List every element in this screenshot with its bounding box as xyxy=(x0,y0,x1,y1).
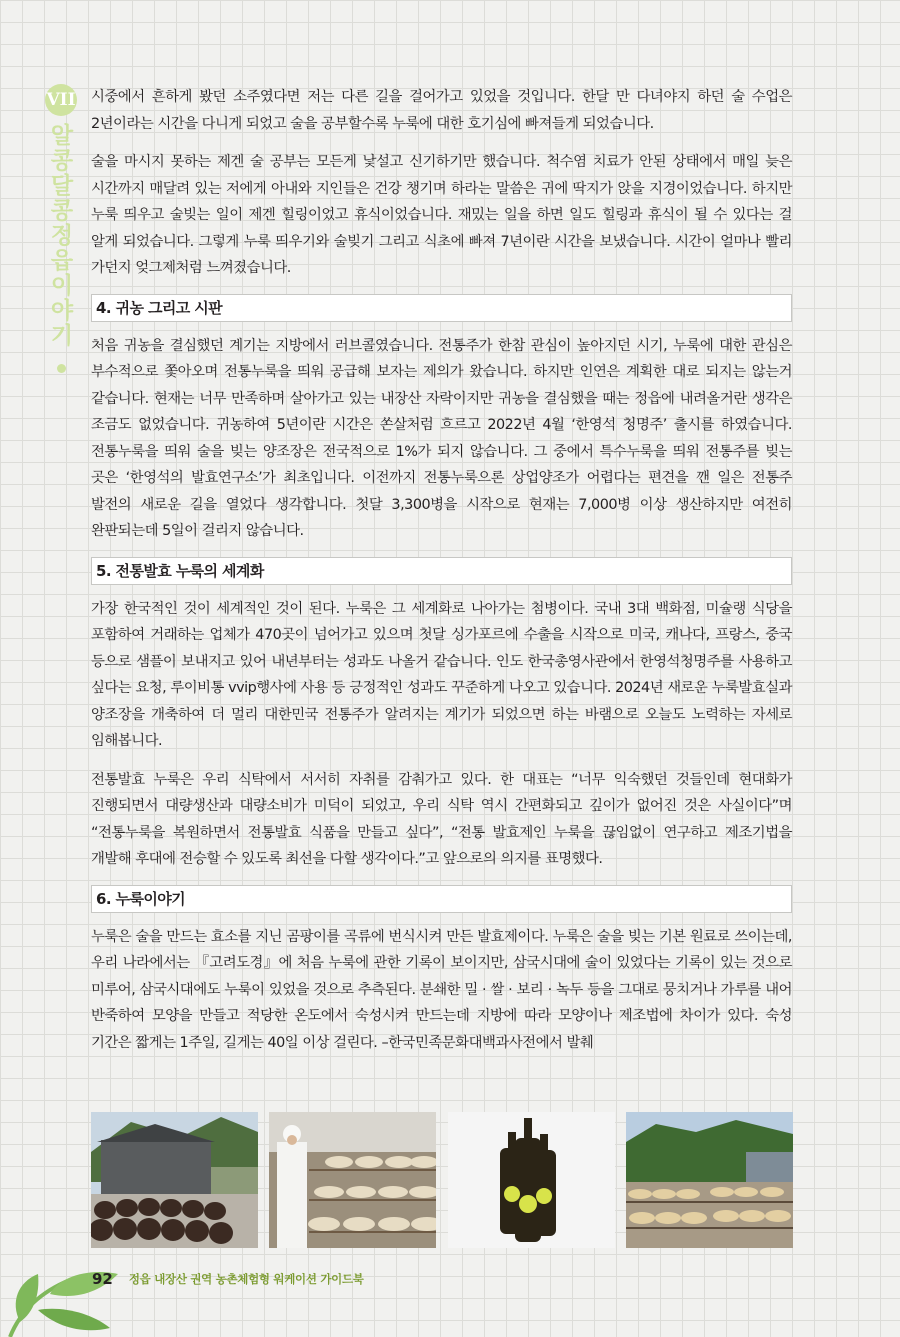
photo-nuruk-outdoor-racks xyxy=(626,1112,793,1248)
intro-paragraph-1: 시중에서 흔하게 봤던 소주였다면 저는 다른 길을 걸어가고 있었을 것입니다. 한달 만 다녀야지 하던 술 수업은 2년이라는 시간을 다니게 되었고 술을 공부할수록 누룩에 대한 호기심에 빠져들게 되었습니다. xyxy=(91,89,792,132)
book-title: 정읍 내장산 권역 농촌체험형 워케이션 가이드북 xyxy=(128,1272,364,1286)
page-footer xyxy=(92,1270,364,1288)
chapter-title: 알콩달콩 정읍 이야기 xyxy=(50,123,74,349)
page-number: 92 xyxy=(92,1270,113,1288)
article-body xyxy=(91,84,792,1068)
intro-paragraph-2: 술을 마시지 못하는 제겐 술 공부는 모든게 낯설고 신기하기만 했습니다. 척수염 치료가 안된 상태에서 매일 늦은 시간까지 매달려 있는 저에게 아내와 지인들은 건강 챙기며 하라는 말씀은 귀에 딱지가 앉을 지경이었습니다. 하지만 누룩 띄우고 술빚는 일이 제겐 힐링이었고 휴식이었습니다. 재밌는 일을 하면 일도 힐링과 휴식이 될 수 있다는 걸 알게 되었습니다. 그렇게 누룩 띄우기와 술빚기 그리고 식초에 빠져 7년이란 시간을 보냈습니다. 시간이 얼마나 빨리 가던지 엊그제처럼 느껴졌습니다. xyxy=(91,154,792,276)
section-4-heading xyxy=(91,294,792,322)
photo-nuruk-drying-worker xyxy=(269,1112,436,1248)
section-4-heading-text: 4. 귀농 그리고 시판 xyxy=(96,299,223,317)
section-5-heading-text: 5. 전통발효 누룩의 세계화 xyxy=(96,562,264,580)
section-6-heading-text: 6. 누룩이야기 xyxy=(96,890,186,908)
photo-brewery-jars xyxy=(91,1112,258,1248)
section-6-heading xyxy=(91,885,792,913)
section-5-paragraph-1: 가장 한국적인 것이 세계적인 것이 된다. 누룩은 그 세계화로 나아가는 첨병이다. 국내 3대 백화점, 미슐랭 식당을 포함하여 거래하는 업체가 470곳이 넘어가고 있으며 첫달 싱가포르에 수출을 시작으로 미국, 캐나다, 프랑스, 중국 등으로 샘플이 보내지고 있어 내년부터는 성과도 나올거 같습니다. 인도 한국총영사관에서 한영석청명주를 사용하고 싶다는 요청, 루이비통 vvip행사에 사용 등 긍정적인 성과도 꾸준하게 나오고 있습니다. 2024년 새로운 누룩발효실과 양조장을 개축하여 더 멀리 대한민국 전통주가 알려지는 계기가 되었으면 하는 바램으로 오늘도 노력하는 자세로 임해봅니다. xyxy=(91,600,792,749)
section-6-paragraph-1: 누룩은 술을 만드는 효소를 지닌 곰팡이를 곡류에 번식시켜 만든 발효제이다. 누룩은 술을 빚는 기본 원료로 쓰이는데, 우리 나라에서는 『고려도경』에 처음 누룩에 관한 기록이 보이지만, 삼국시대에 술이 있었다는 기록이 있는 것으로 미루어, 삼국시대에도 누룩이 있었을 것으로 추측된다. 분쇄한 밀 · 쌀 · 보리 · 녹두 등을 그대로 뭉치거나 가루를 내어 반죽하여 모양을 만들고 적당한 온도에서 숙성시켜 만드는데 지방에 따라 모양이나 제조법에 차이가 있다. 숙성 기간은 짧게는 1주일, 길게는 40일 이상 걸린다. –한국민족문화대백과사전에서 발췌 xyxy=(91,928,792,1051)
section-5-paragraph-2: 전통발효 누룩은 우리 식탁에서 서서히 자취를 감춰가고 있다. 한 대표는 “너무 익숙했던 것들인데 현대화가 진행되면서 대량생산과 대량소비가 미덕이 되었고, 우리 식탁 역시 간편화되고 깊이가 없어진 것은 사실이다”며 “전통누룩을 복원하면서 전통발효 식품을 만들고 싶다”, “전통 발효제인 누룩을 끊임없이 연구하고 제조기법을 개발해 후대에 전승할 수 있도록 최선을 다할 생각이다.”고 앞으로의 의지를 표명했다. xyxy=(91,771,792,867)
chapter-badge: VII xyxy=(45,84,77,116)
section-5-heading xyxy=(91,557,792,585)
section-4-paragraph-1: 처음 귀농을 결심했던 계기는 지방에서 러브콜였습니다. 전통주가 한참 관심이 높아지던 시기, 누룩에 대한 관심은 부수적으로 쫓아오며 전통누룩을 띄워 공급해 보자는 제의가 왔습니다. 하지만 인연은 계획한 대로 되지는 않는거 같습니다. 현재는 너무 만족하며 살아가고 있는 내장산 자락이지만 귀농을 결심했을 때는 정읍에 내려올거란 생각은 조금도 없었습니다. 귀농하여 5년이란 시간은 쏜살처럼 흐르고 2022년 4월 ‘한영석 청명주’ 출시를 하였습니다. 전통누룩을 띄워 술을 빚는 양조장은 전국적으로 1%가 되지 않습니다. 그 중에서 특수누룩을 띄워 전통주를 빚는 곳은 ‘한영석의 발효연구소’가 최초입니다. 이전까지 전통누룩으론 상업양조가 어렵다는 편견을 깬 일은 전통주 발전의 새로운 길을 열었다 생각합니다. 첫달 3,300병을 시작으로 현재는 7,000병 이상 생산하지만 여전히 완판되는데 5일이 걸리지 않습니다. xyxy=(91,337,792,539)
chapter-title-dot xyxy=(57,364,66,373)
photo-cheongmyeongju-bottles xyxy=(448,1112,615,1248)
photo-strip xyxy=(91,1112,793,1248)
